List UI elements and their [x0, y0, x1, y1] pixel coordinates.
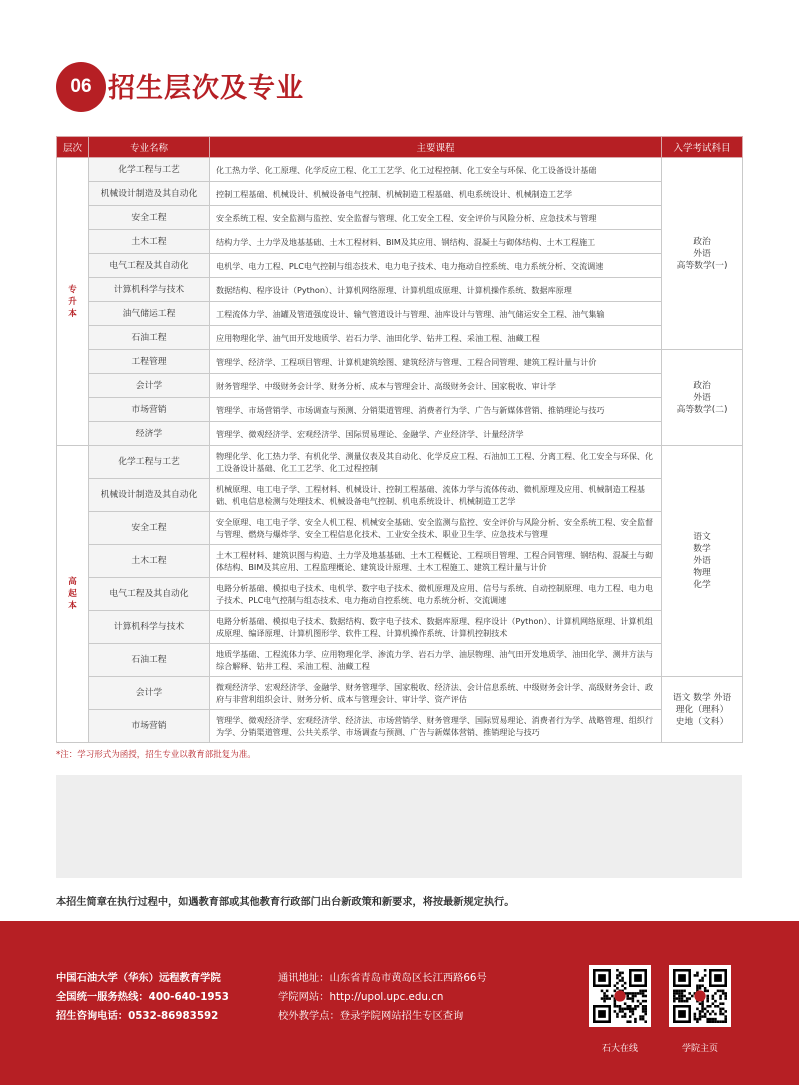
courses-cell: 财务管理学、中级财务会计学、财务分析、成本与管理会计、高级财务会计、国家税收、审计学 — [210, 374, 662, 398]
header-exam-subjects: 入学考试科目 — [662, 137, 743, 158]
exam-subjects-cell: 政治 外语 高等数学(二) — [662, 350, 743, 446]
courses-cell: 管理学、微观经济学、宏观经济学、经济法、市场营销学、财务管理学、国际贸易理论、消费者行为学、战略管理、组织行为学、分销渠道管理、公共关系学、市场调查与预测、广告与新媒体营销、推销理论与技巧 — [210, 710, 662, 743]
major-cell: 市场营销 — [89, 398, 210, 422]
grey-panel — [56, 775, 742, 878]
footer-contact-left — [56, 969, 229, 1026]
header-major: 专业名称 — [89, 137, 210, 158]
courses-cell: 物理化学、化工热力学、有机化学、测量仪表及其自动化、化学反应工程、石油加工工程、分离工程、化工安全与环保、化工设备设计基础、化工工艺学、化工过程控制 — [210, 446, 662, 479]
major-cell: 化学工程与工艺 — [89, 446, 210, 479]
courses-cell: 结构力学、土力学及地基基础、土木工程材料、BIM及其应用、钢结构、混凝土与砌体结构、土木工程施工 — [210, 230, 662, 254]
consult-phone: 招生咨询电话：0532-86983592 — [56, 1010, 219, 1022]
section-number-badge: 06 — [56, 62, 106, 112]
header-level: 层次 — [57, 137, 89, 158]
table-row — [57, 710, 743, 743]
major-cell: 机械设计制造及其自动化 — [89, 479, 210, 512]
table-row — [57, 158, 743, 182]
courses-cell: 机械原理、电工电子学、工程材料、机械设计、控制工程基础、流体力学与流体传动、微机原理及应用、机械制造工程基础、机电信息检测与处理技术、机械设备电气控制、机电系统设计、机械制造工艺学 — [210, 479, 662, 512]
courses-cell: 土木工程材料、建筑识图与构造、土力学及地基基础、土木工程概论、工程项目管理、工程合同管理、钢结构、混凝土与砌体结构、BIM及其应用、工程监理概论、建筑设计原理、土木工程施工、建筑工程计量与计价 — [210, 545, 662, 578]
qr-caption: 学院主页 — [681, 1044, 718, 1054]
table-row — [57, 611, 743, 644]
table-row — [57, 278, 743, 302]
courses-cell: 控制工程基础、机械设计、机械设备电气控制、机械制造工程基础、机电系统设计、机械制造工艺学 — [210, 182, 662, 206]
table-row — [57, 545, 743, 578]
qr-code-icon-graphic — [673, 969, 727, 1023]
table-row — [57, 350, 743, 374]
table-row — [57, 578, 743, 611]
table-row — [57, 512, 743, 545]
exam-subjects-cell: 语文 数学 外语 理化（理科） 史地（文科） — [662, 677, 743, 743]
table-body — [57, 158, 743, 743]
qr-code-icon-graphic — [593, 969, 647, 1023]
level-cell: 专 升 本 — [57, 158, 89, 446]
courses-cell: 电路分析基础、模拟电子技术、电机学、数字电子技术、微机原理及应用、信号与系统、自动控制原理、电力工程、电力电子技术、PLC电气控制与组态技术、电力拖动自控系统、电力系统分析、交流调速 — [210, 578, 662, 611]
courses-cell: 管理学、经济学、工程项目管理、计算机建筑绘图、建筑经济与管理、工程合同管理、建筑工程计量与计价 — [210, 350, 662, 374]
courses-cell: 管理学、微观经济学、宏观经济学、国际贸易理论、金融学、产业经济学、计量经济学 — [210, 422, 662, 446]
table-row — [57, 182, 743, 206]
majors-table — [56, 136, 743, 743]
table-row — [57, 479, 743, 512]
exam-subjects-cell: 政治 外语 高等数学(一) — [662, 158, 743, 350]
table-header-row — [57, 137, 743, 158]
qr-code-icon — [589, 965, 651, 1027]
exam-subjects-cell: 语文 数学 外语 物理 化学 — [662, 446, 743, 677]
qr-code-icon — [669, 965, 731, 1027]
courses-cell: 安全原理、电工电子学、安全人机工程、机械安全基础、安全监测与监控、安全评价与风险分析、安全系统工程、安全监督与管理、燃烧与爆炸学、安全工程信息化技术、工业安全技术、职业卫生学、应急技术与管理 — [210, 512, 662, 545]
courses-cell: 工程流体力学、油罐及管道强度设计、输气管道设计与管理、油库设计与管理、油气储运安全工程、油气集输 — [210, 302, 662, 326]
table-row — [57, 446, 743, 479]
major-cell: 土木工程 — [89, 545, 210, 578]
major-cell: 计算机科学与技术 — [89, 278, 210, 302]
major-cell: 油气储运工程 — [89, 302, 210, 326]
footer-contact-middle — [278, 969, 487, 1026]
courses-cell: 管理学、市场营销学、市场调查与预测、分销渠道管理、消费者行为学、广告与新媒体营销、推销理论与技巧 — [210, 398, 662, 422]
qr-caption: 石大在线 — [601, 1044, 638, 1054]
major-cell: 工程管理 — [89, 350, 210, 374]
major-cell: 电气工程及其自动化 — [89, 578, 210, 611]
footer — [0, 921, 799, 1085]
major-cell: 安全工程 — [89, 206, 210, 230]
table-row — [57, 326, 743, 350]
courses-cell: 微观经济学、宏观经济学、金融学、财务管理学、国家税收、经济法、会计信息系统、中级财务会计学、高级财务会计、政府与非营利组织会计、财务分析、成本与管理会计、审计学、资产评估 — [210, 677, 662, 710]
address: 通讯地址：山东省青岛市黄岛区长江西路66号 — [278, 972, 487, 984]
major-cell: 电气工程及其自动化 — [89, 254, 210, 278]
website[interactable]: 学院网站：http://upol.upc.edu.cn — [278, 991, 444, 1003]
major-cell: 机械设计制造及其自动化 — [89, 182, 210, 206]
table-row — [57, 254, 743, 278]
major-cell: 市场营销 — [89, 710, 210, 743]
courses-cell: 数据结构、程序设计（Python）、计算机网络原理、计算机组成原理、计算机操作系统、数据库原理 — [210, 278, 662, 302]
table-row — [57, 230, 743, 254]
major-cell: 石油工程 — [89, 326, 210, 350]
table-row — [57, 644, 743, 677]
courses-cell: 安全系统工程、安全监测与监控、安全监督与管理、化工安全工程、安全评价与风险分析、应急技术与管理 — [210, 206, 662, 230]
outside-centers: 校外教学点：登录学院网站招生专区查询 — [278, 1010, 464, 1022]
courses-cell: 电路分析基础、模拟电子技术、数据结构、数字电子技术、数据库原理、程序设计（Python）、计算机网络原理、计算机组成原理、编译原理、计算机图形学、软件工程、计算机操作系统、计算机控制技术 — [210, 611, 662, 644]
school-name: 中国石油大学（华东）远程教育学院 — [56, 972, 221, 984]
table-row — [57, 398, 743, 422]
major-cell: 经济学 — [89, 422, 210, 446]
major-cell: 土木工程 — [89, 230, 210, 254]
header-courses: 主要课程 — [210, 137, 662, 158]
level-cell: 高 起 本 — [57, 446, 89, 743]
section-title: 招生层次及专业 — [108, 73, 304, 104]
courses-cell: 化工热力学、化工原理、化学反应工程、化工工艺学、化工过程控制、化工安全与环保、化工设备设计基础 — [210, 158, 662, 182]
table-row — [57, 422, 743, 446]
major-cell: 计算机科学与技术 — [89, 611, 210, 644]
hotline: 全国统一服务热线：400-640-1953 — [56, 991, 229, 1003]
courses-cell: 应用物理化学、油气田开发地质学、岩石力学、油田化学、钻井工程、采油工程、油藏工程 — [210, 326, 662, 350]
policy-statement: 本招生简章在执行过程中，如遇教育部或其他教育行政部门出台新政策和新要求，将按最新规定执行。 — [56, 897, 515, 908]
table-row — [57, 677, 743, 710]
major-cell: 石油工程 — [89, 644, 210, 677]
major-cell: 会计学 — [89, 374, 210, 398]
footnote: *注：学习形式为函授，招生专业以教育部批复为准。 — [56, 750, 256, 760]
major-cell: 会计学 — [89, 677, 210, 710]
major-cell: 安全工程 — [89, 512, 210, 545]
table-row — [57, 302, 743, 326]
table-row — [57, 374, 743, 398]
table-row — [57, 206, 743, 230]
courses-cell: 电机学、电力工程、PLC电气控制与组态技术、电力电子技术、电力拖动自控系统、电力系统分析、交流调速 — [210, 254, 662, 278]
major-cell: 化学工程与工艺 — [89, 158, 210, 182]
courses-cell: 地质学基础、工程流体力学、应用物理化学、渗流力学、岩石力学、油层物理、油气田开发地质学、油田化学、测井方法与综合解释、钻井工程、采油工程、油藏工程 — [210, 644, 662, 677]
